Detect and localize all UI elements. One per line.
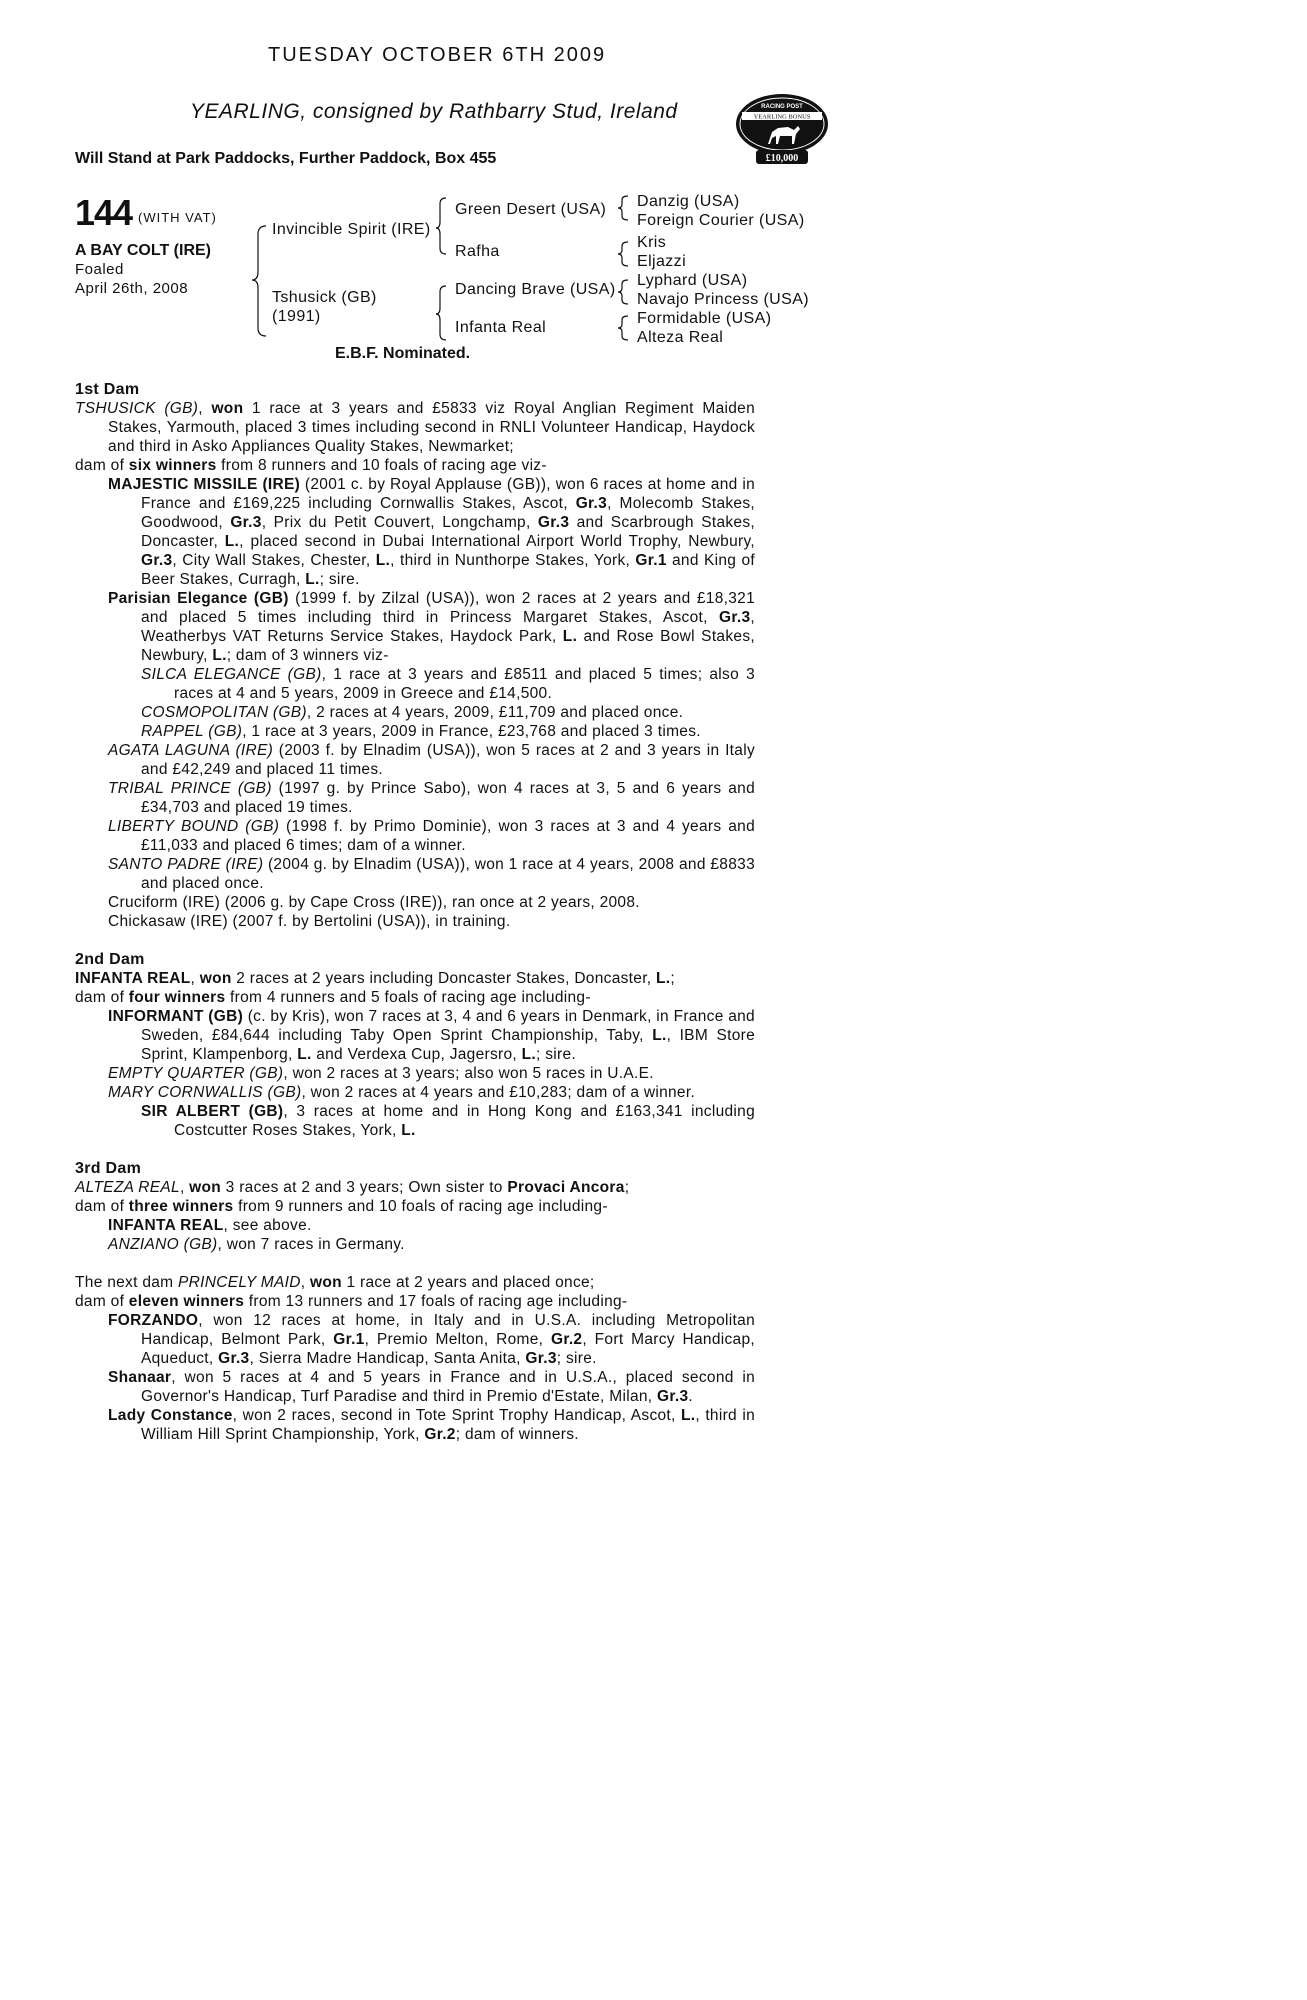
- produce-item: INFANTA REAL, see above.: [108, 1217, 312, 1234]
- pedigree-ssd: Foreign Courier (USA): [637, 212, 805, 229]
- badge-subtitle: YEARLING BONUS: [753, 113, 811, 121]
- produce-item: EMPTY QUARTER (GB), won 2 races at 3 years; also won 5 races in U.A.E.: [108, 1065, 654, 1082]
- pedigree-sire-sire: Green Desert (USA): [455, 201, 607, 218]
- produce-item: TRIBAL PRINCE (GB) (1997 g. by Prince Sabo), won 4 races at 3, 5 and 6 years and £34,703 and placed 19 times.: [108, 780, 756, 816]
- produce-item: LIBERTY BOUND (GB) (1998 f. by Primo Dominie), won 3 races at 3 and 4 years and £11,033 and placed 6 times; dam of a winner.: [108, 818, 755, 854]
- foaled-label: Foaled: [75, 261, 124, 278]
- third-dam-summary: dam of three winners from 9 runners and 10 foals of racing age including-: [75, 1198, 608, 1215]
- pedigree-dss: Lyphard (USA): [637, 272, 748, 289]
- produce-subitem: SILCA ELEGANCE (GB), 1 race at 3 years and £8511 and placed 5 times; also 3 races at 4 and 5 years, 2009 in Greece and £14,500.: [141, 666, 755, 702]
- produce-item: AGATA LAGUNA (IRE) (2003 f. by Elnadim (USA)), won 5 races at 2 and 3 years in Italy and £42,249 and placed 11 times.: [108, 742, 755, 778]
- ebf-nomination: E.B.F. Nominated.: [335, 345, 471, 362]
- pedigree-ddd: Alteza Real: [637, 329, 724, 346]
- pedigree-dam-year: (1991): [272, 308, 321, 325]
- produce-item: INFORMANT (GB) (c. by Kris), won 7 races at 3, 4 and 6 years in Denmark, in France and Sweden, £84,644 including Taby Open Sprint Championship, Taby, L., IBM Store Sprint, Klampenborg, L. and Verdexa Cup, Jagersro, L.; sire.: [108, 1008, 755, 1063]
- produce-subitem: SIR ALBERT (GB), 3 races at home and in Hong Kong and £163,341 including Costcutter Roses Stakes, York, L.: [141, 1103, 756, 1139]
- foaled-block: [75, 260, 188, 298]
- pedigree-sire: Invincible Spirit (IRE): [272, 221, 431, 238]
- first-dam-summary: dam of six winners from 8 runners and 10 foals of racing age viz-: [75, 457, 547, 474]
- vat-label: (WITH VAT): [138, 210, 217, 225]
- produce-item: Shanaar, won 5 races at 4 and 5 years in France and in U.S.A., placed second in Governor's Handicap, Turf Paradise and third in Premio d'Estate, Milan, Gr.3.: [108, 1369, 755, 1405]
- first-dam-entry: TSHUSICK (GB), won 1 race at 3 years and £5833 viz Royal Anglian Regiment Maiden Stakes, Yarmouth, placed 3 times including second in RNLI Volunteer Handicap, Haydock and third in Asko Appliances Quality Stakes, Newmarket;: [75, 400, 756, 455]
- next-dam-entry: The next dam PRINCELY MAID, won 1 race at 2 years and placed once;: [75, 1274, 595, 1291]
- yearling-bonus-badge: [732, 92, 832, 166]
- produce-item: MAJESTIC MISSILE (IRE) (2001 c. by Royal Applause (GB)), won 6 races at home and in France and £169,225 including Cornwallis Stakes, Ascot, Gr.3, Molecomb Stakes, Goodwood, Gr.3, Prix du Petit Couvert, Longchamp, Gr.3 and Scarbrough Stakes, Doncaster, L., placed second in Dubai International Airport World Trophy, Newbury, Gr.3, City Wall Stakes, Chester, L., third in Nunthorpe Stakes, York, Gr.1 and King of Beer Stakes, Curragh, L.; sire.: [108, 476, 755, 588]
- pedigree-sss: Danzig (USA): [637, 193, 740, 210]
- catalogue-body: [75, 380, 755, 1444]
- second-dam-entry: INFANTA REAL, won 2 races at 2 years including Doncaster Stakes, Doncaster, L.;: [75, 970, 676, 987]
- second-dam-heading: 2nd Dam: [75, 951, 145, 968]
- pedigree-dds: Formidable (USA): [637, 310, 772, 327]
- foaled-date: April 26th, 2008: [75, 280, 189, 297]
- produce-subitem: RAPPEL (GB), 1 race at 3 years, 2009 in France, £23,768 and placed 3 times.: [141, 723, 701, 740]
- produce-item: Cruciform (IRE) (2006 g. by Cape Cross (IRE)), ran once at 2 years, 2008.: [108, 894, 640, 911]
- produce-item: Chickasaw (IRE) (2007 f. by Bertolini (USA)), in training.: [108, 913, 511, 930]
- produce-item: Parisian Elegance (GB) (1999 f. by Zilzal (USA)), won 2 races at 2 years and £18,321 and placed 5 times including third in Princess Margaret Stakes, Ascot, Gr.3, Weatherbys VAT Returns Service Stakes, Haydock Park, L. and Rose Bowl Stakes, Newbury, L.; dam of 3 winners viz-: [108, 590, 755, 664]
- produce-item: SANTO PADRE (IRE) (2004 g. by Elnadim (USA)), won 1 race at 4 years, 2008 and £8833 and placed once.: [108, 856, 755, 892]
- pedigree-dam-dam: Infanta Real: [455, 319, 547, 336]
- sale-date: TUESDAY OCTOBER 6TH 2009: [268, 44, 607, 66]
- badge-title: RACING POST: [761, 104, 803, 110]
- lot-number: 144: [75, 192, 133, 233]
- produce-item: FORZANDO, won 12 races at home, in Italy and in U.S.A. including Metropolitan Handicap, Belmont Park, Gr.1, Premio Melton, Rome, Gr.2, Fort Marcy Handicap, Aqueduct, Gr.3, Sierra Madre Handicap, Santa Anita, Gr.3; sire.: [108, 1312, 756, 1367]
- badge-amount: £10,000: [765, 153, 799, 164]
- stand-location: Will Stand at Park Paddocks, Further Paddock, Box 455: [75, 150, 497, 167]
- third-dam-heading: 3rd Dam: [75, 1160, 142, 1177]
- lot-name: A BAY COLT (IRE): [75, 242, 212, 259]
- pedigree-sire-dam: Rafha: [455, 243, 500, 260]
- pedigree-sdd: Eljazzi: [637, 253, 687, 270]
- consignment-line: YEARLING, consigned by Rathbarry Stud, Ireland: [190, 100, 678, 123]
- first-dam-heading: 1st Dam: [75, 381, 140, 398]
- produce-subitem: COSMOPOLITAN (GB), 2 races at 4 years, 2009, £11,709 and placed once.: [141, 704, 684, 721]
- pedigree-dsd: Navajo Princess (USA): [637, 291, 810, 308]
- third-dam-entry: ALTEZA REAL, won 3 races at 2 and 3 years; Own sister to Provaci Ancora;: [75, 1179, 630, 1196]
- produce-item: Lady Constance, won 2 races, second in Tote Sprint Trophy Handicap, Ascot, L., third in William Hill Sprint Championship, York, Gr.2; dam of winners.: [108, 1407, 755, 1443]
- next-dam-summary: dam of eleven winners from 13 runners and 17 foals of racing age including-: [75, 1293, 628, 1310]
- pedigree-sds: Kris: [637, 234, 667, 251]
- produce-item: ANZIANO (GB), won 7 races in Germany.: [108, 1236, 405, 1253]
- produce-item: MARY CORNWALLIS (GB), won 2 races at 4 years and £10,283; dam of a winner.: [108, 1084, 696, 1101]
- second-dam-summary: dam of four winners from 4 runners and 5 foals of racing age including-: [75, 989, 591, 1006]
- pedigree-dam-sire: Dancing Brave (USA): [455, 281, 616, 298]
- pedigree-dam: Tshusick (GB): [272, 289, 377, 306]
